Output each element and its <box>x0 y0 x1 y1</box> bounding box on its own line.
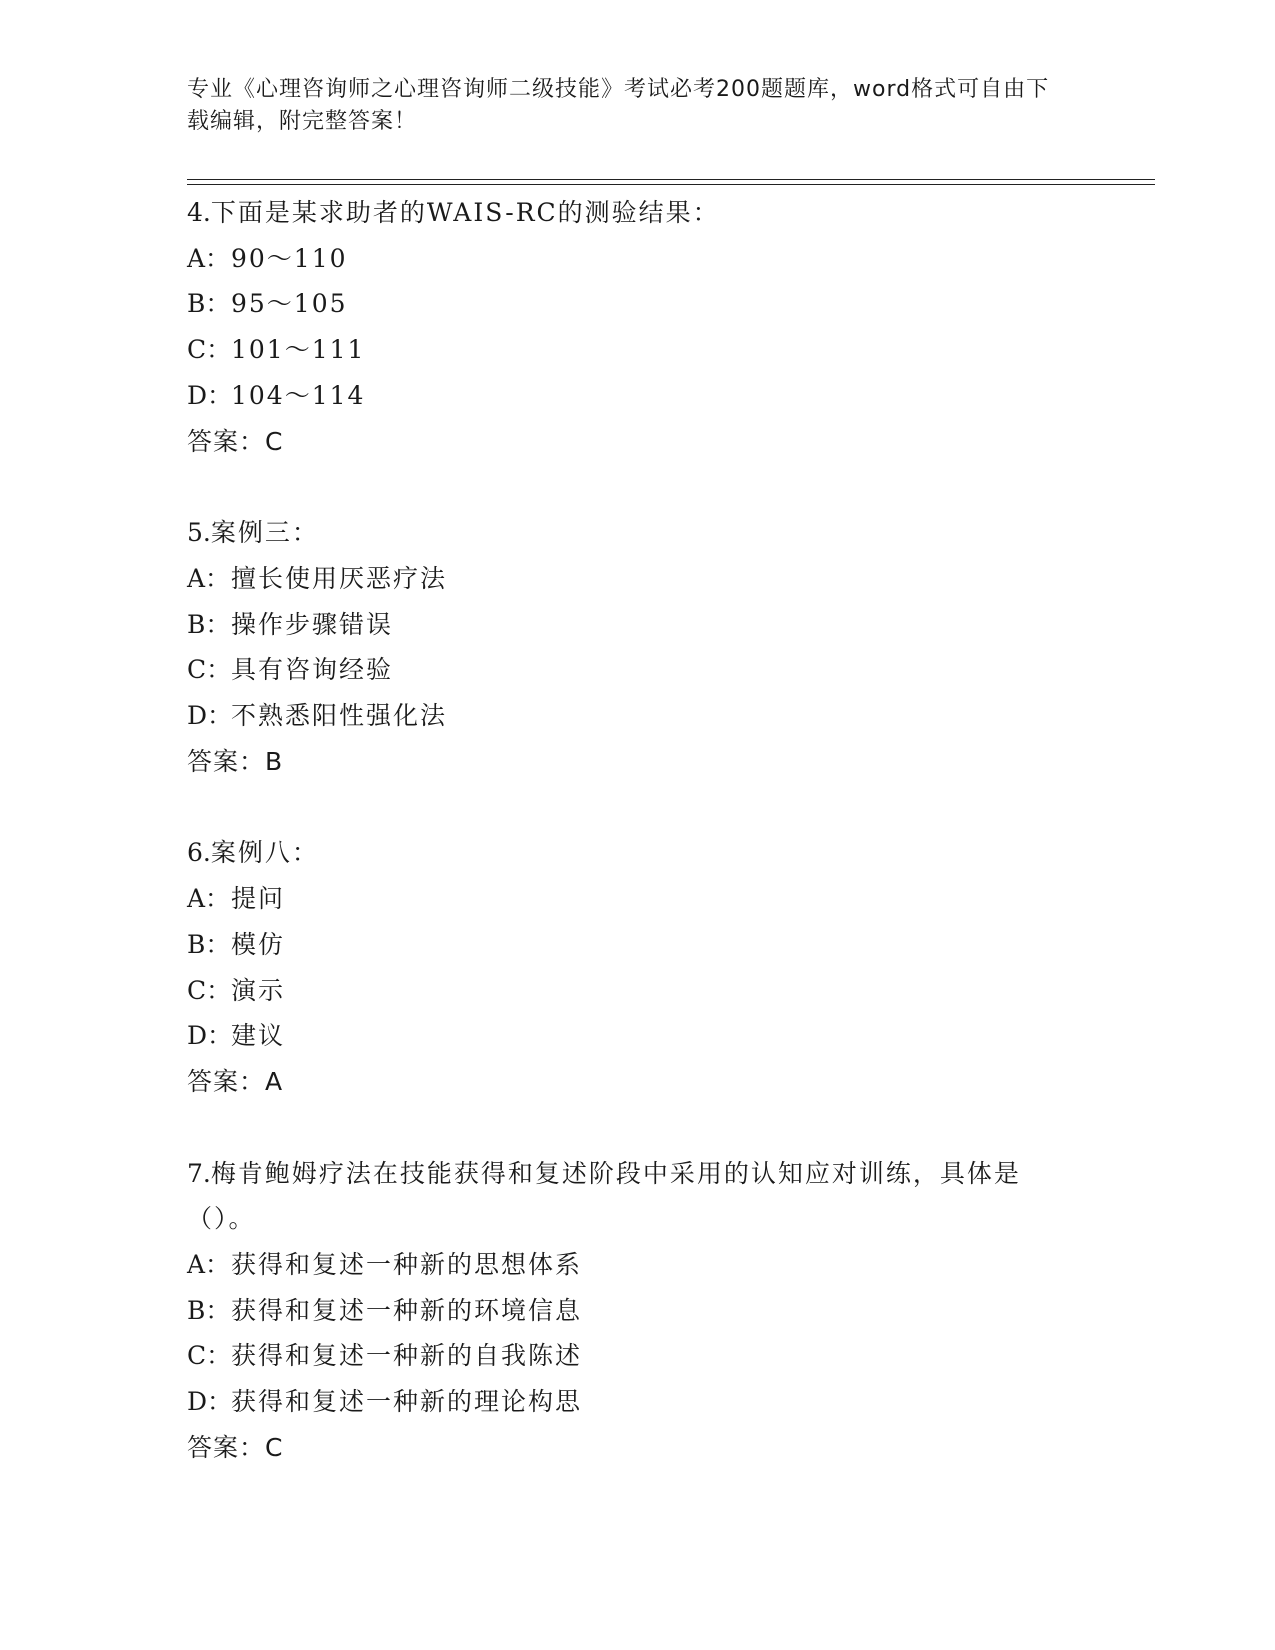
option-text: 提问 <box>231 884 286 914</box>
option-label: B： <box>187 289 231 319</box>
question-text: 案例八： <box>210 838 319 868</box>
question-number: 4. <box>187 198 211 227</box>
option-text: 模仿 <box>231 929 286 959</box>
question-text: 案例三： <box>210 518 319 548</box>
option-text: 获得和复述一种新的理论构思 <box>231 1387 583 1417</box>
option-text: 不熟悉阳性强化法 <box>231 701 448 731</box>
option-label: A： <box>187 884 231 914</box>
header-divider-top <box>187 179 1155 180</box>
question-number: 6. <box>187 838 211 868</box>
answer-line: 答案：C <box>187 426 284 456</box>
option-b <box>187 922 1087 968</box>
option-text: 具有咨询经验 <box>231 655 394 685</box>
question-number: 5. <box>187 518 211 548</box>
option-d <box>187 693 1087 739</box>
option-label: C： <box>187 975 232 1005</box>
option-b <box>187 602 1087 648</box>
option-text: 操作步骤错误 <box>231 609 394 639</box>
option-text: 获得和复述一种新的思想体系 <box>231 1250 583 1280</box>
option-label: B： <box>187 929 231 959</box>
option-text: 建议 <box>231 1021 286 1051</box>
option-b <box>187 1288 1087 1334</box>
answer-line: 答案：A <box>187 1066 284 1096</box>
option-label: D： <box>187 701 233 731</box>
option-c <box>187 1333 1087 1379</box>
question-item <box>187 510 1087 784</box>
question-item <box>187 1151 1087 1471</box>
question-number: 7. <box>187 1158 211 1188</box>
option-text: 擅长使用厌恶疗法 <box>231 563 448 593</box>
option-text: 90～110 <box>231 243 348 273</box>
option-label: A： <box>187 243 231 273</box>
option-label: A： <box>187 563 231 593</box>
question-text: 梅肯鲍姆疗法在技能获得和复述阶段中采用的认知应对训练，具体是（）。 <box>187 1158 1021 1234</box>
answer-line: 答案：C <box>187 1432 284 1462</box>
question-stem <box>187 190 1087 236</box>
answer-line: 答案：B <box>187 746 284 776</box>
document-header: 专业《心理咨询师之心理咨询师二级技能》考试必考200题题库，word格式可自由下载编辑，附完整答案！ <box>187 77 1050 134</box>
option-text: 95～105 <box>231 289 348 319</box>
option-label: C： <box>187 1341 232 1371</box>
question-text: 下面是某求助者的WAIS-RC的测验结果： <box>210 198 720 227</box>
option-label: C： <box>187 335 232 365</box>
option-a <box>187 236 1087 282</box>
option-text: 获得和复述一种新的环境信息 <box>231 1295 583 1325</box>
option-c <box>187 327 1087 373</box>
option-a <box>187 876 1087 922</box>
question-stem <box>187 510 1087 556</box>
option-text: 104～114 <box>231 380 366 410</box>
option-a <box>187 556 1087 602</box>
option-d <box>187 1379 1087 1425</box>
option-b <box>187 281 1087 327</box>
question-list <box>187 190 1087 1517</box>
option-label: D： <box>187 1021 233 1051</box>
option-text: 101～111 <box>231 335 366 365</box>
option-d <box>187 1013 1087 1059</box>
option-label: B： <box>187 1295 231 1325</box>
option-text: 获得和复述一种新的自我陈述 <box>231 1341 583 1371</box>
question-stem <box>187 1151 1087 1242</box>
question-item <box>187 190 1087 464</box>
option-label: B： <box>187 609 231 639</box>
option-a <box>187 1242 1087 1288</box>
option-label: C： <box>187 655 232 685</box>
option-c <box>187 968 1087 1014</box>
question-item <box>187 830 1087 1104</box>
option-label: D： <box>187 1387 233 1417</box>
question-stem <box>187 830 1087 876</box>
header-divider-bottom <box>187 184 1155 185</box>
option-d <box>187 373 1087 419</box>
option-label: D： <box>187 380 233 410</box>
option-c <box>187 647 1087 693</box>
option-text: 演示 <box>231 975 286 1005</box>
option-label: A： <box>187 1250 231 1280</box>
